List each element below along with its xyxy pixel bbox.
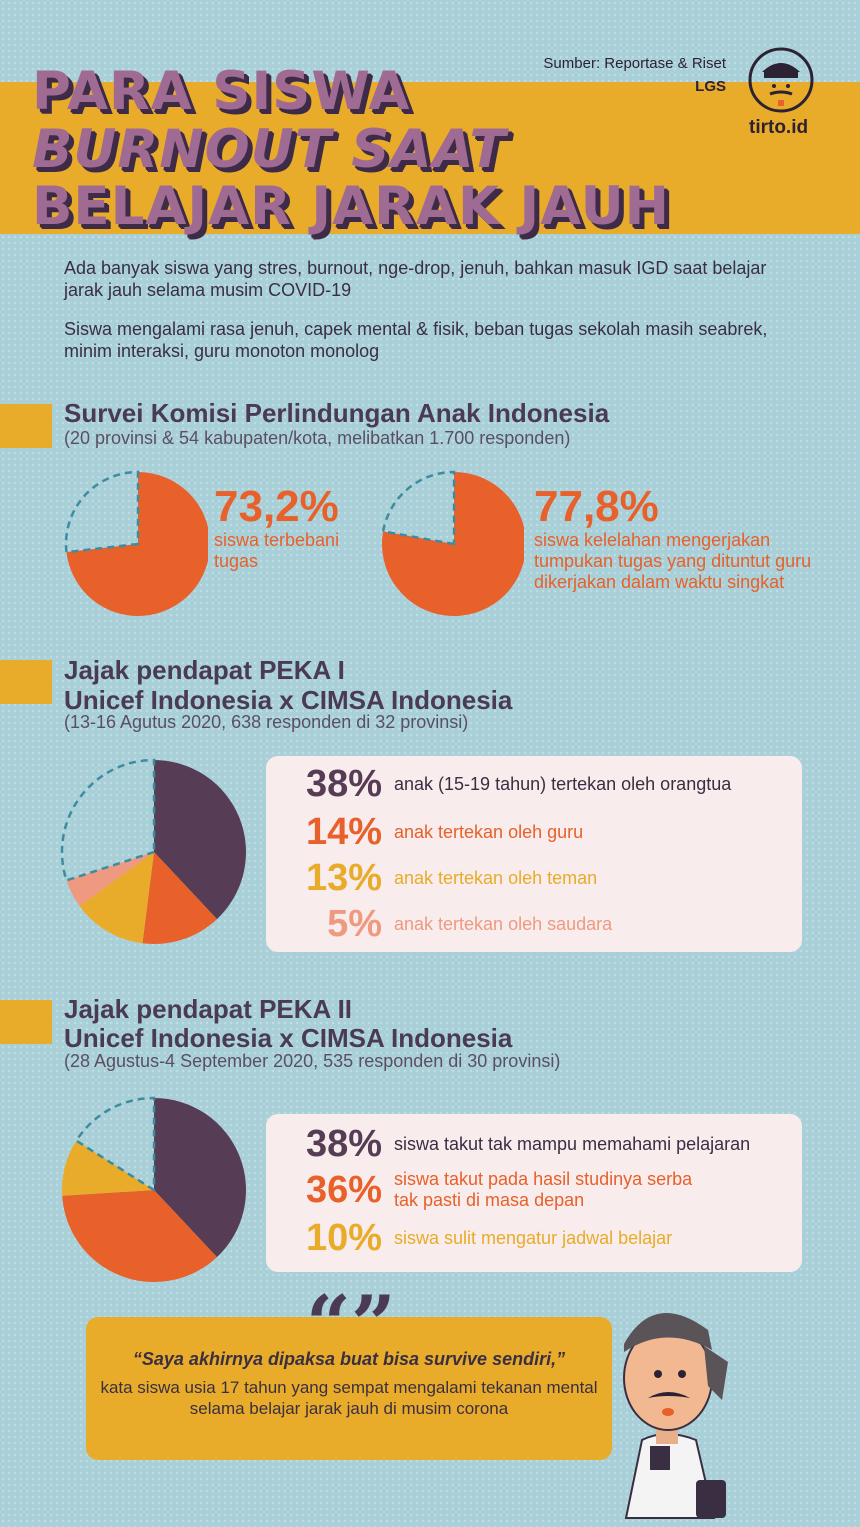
quote-marks-icon: “”: [306, 1279, 396, 1370]
section-2-card: [266, 756, 802, 952]
source-note: [543, 52, 726, 98]
section-2-subtitle: (13-16 Agutus 2020, 638 responden di 32 provinsi): [64, 712, 469, 732]
title-line-1: PARA SISWA: [32, 61, 411, 122]
mascot-character-icon: [604, 1290, 734, 1527]
section-3-card: [266, 1114, 802, 1272]
pie-3-group: [62, 760, 246, 944]
row-pct: 5%: [327, 903, 382, 945]
row-text: siswa takut tak mampu memahami pelajaran: [394, 1133, 751, 1154]
list-item: [286, 1216, 672, 1260]
row-pct: 14%: [305, 811, 382, 853]
pie-remainder-slice: [66, 472, 138, 552]
row-pct: 38%: [305, 763, 382, 805]
section-2-title-1: Jajak pendapat PEKA I: [64, 655, 345, 685]
pie-chart-2: [374, 468, 524, 620]
row-pct: 38%: [305, 1123, 382, 1165]
section-2-marker: [0, 660, 52, 704]
row-text: siswa takut pada hasil studinya serba tak pasti di masa depan: [394, 1169, 693, 1210]
row-text: siswa sulit mengatur jadwal belajar: [394, 1227, 673, 1248]
pie-chart-1: [58, 468, 208, 620]
row-text: anak tertekan oleh guru: [394, 821, 584, 842]
intro-paragraph-1: Ada banyak siswa yang stres, burnout, nge-drop, jenuh, bahkan masuk IGD saat belajar jarak jauh selama musim COVID-19: [64, 258, 767, 300]
section-1-marker: [0, 404, 52, 448]
title-line-3: BELAJAR JARAK JAUH: [32, 176, 670, 237]
stat-2-pct: 77,8%: [534, 482, 659, 531]
list-item: [286, 1122, 750, 1166]
section-1-subtitle: (20 provinsi & 54 kabupaten/kota, melibatkan 1.700 responden): [64, 428, 571, 448]
section-1-title: Survei Komisi Perlindungan Anak Indonesia: [64, 398, 610, 428]
stat-2-desc: siswa kelelahan mengerjakan tumpukan tugas yang dituntut guru dikerjakan dalam waktu singkat: [534, 530, 812, 592]
section-2-title-2: Unicef Indonesia x CIMSA Indonesia: [64, 685, 513, 715]
pie-4-group: [62, 1098, 246, 1282]
row-pct: 13%: [305, 857, 382, 899]
intro-paragraph-2: Siswa mengalami rasa jenuh, capek mental & fisik, beban tugas sekolah masih seabrek, minim interaksi, guru monoton monolog: [64, 319, 768, 361]
pie-chart-3: [58, 754, 258, 952]
pie-chart-4: [58, 1096, 258, 1290]
quote-text: “Saya akhirnya dipaksa buat bisa survive sendiri,”: [132, 1349, 566, 1369]
row-text: anak tertekan oleh saudara: [394, 913, 613, 934]
list-item: [286, 1168, 694, 1212]
list-item: [286, 762, 731, 806]
section-3-title-2: Unicef Indonesia x CIMSA Indonesia: [64, 1023, 513, 1053]
row-pct: 36%: [305, 1169, 382, 1211]
pie-2-group: [382, 472, 524, 616]
row-text: anak tertekan oleh teman: [394, 867, 598, 888]
source-line-2: LGS: [695, 78, 726, 95]
mascot-logo-icon: [748, 46, 814, 114]
logo-text: tirto.id: [749, 117, 809, 138]
quote-attribution: kata siswa usia 17 tahun yang sempat mengalami tekanan mental selama belajar jarak jauh di musim corona: [100, 1378, 598, 1418]
row-text: anak (15-19 tahun) tertekan oleh orangtua: [394, 773, 732, 794]
section-3-title-1: Jajak pendapat PEKA II: [64, 994, 353, 1024]
row-pct: 10%: [305, 1217, 382, 1259]
list-item: [286, 856, 597, 900]
pie-1-group: [66, 472, 208, 616]
source-line-1: Sumber: Reportase & Riset: [543, 55, 726, 72]
section-3-marker: [0, 1000, 52, 1044]
list-item: [286, 902, 612, 946]
stat-1-desc: siswa terbebani tugas: [214, 530, 340, 571]
stat-1-pct: 73,2%: [214, 482, 339, 531]
list-item: [286, 810, 583, 854]
title-line-2: BURNOUT SAAT: [32, 119, 507, 180]
pie-slice: [62, 1141, 154, 1196]
pie-remainder-slice: [383, 472, 454, 544]
section-3-subtitle: (28 Agustus-4 September 2020, 535 responden di 30 provinsi): [64, 1051, 561, 1071]
